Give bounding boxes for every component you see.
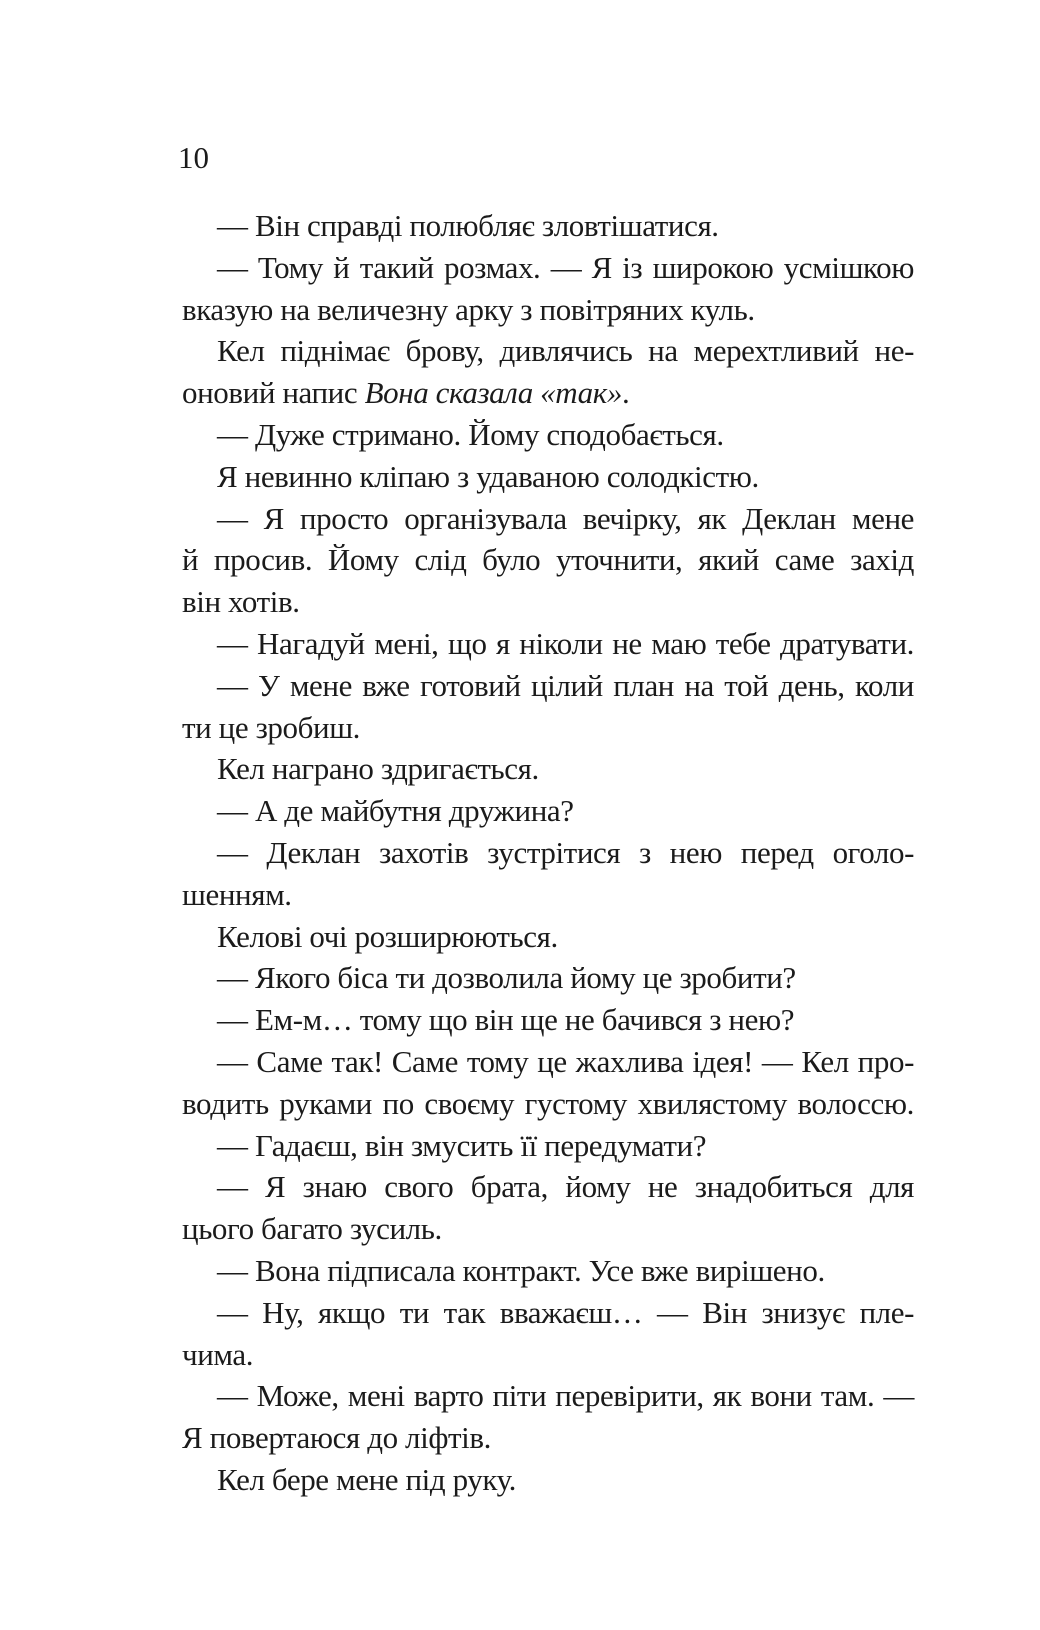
text-line	[182, 999, 914, 1041]
text-line	[182, 707, 914, 749]
text-line	[182, 330, 914, 372]
text-line	[182, 289, 914, 331]
text-line	[182, 1250, 914, 1292]
text-segment: ти це зробиш.	[182, 709, 361, 745]
text-line	[182, 1166, 914, 1208]
text-segment: — Може, мені варто піти перевірити, як вони там. —	[217, 1378, 914, 1414]
text-line	[182, 498, 914, 540]
text-segment: — Саме так! Саме тому це жахлива ідея! — Кел про-	[217, 1043, 914, 1079]
text-line	[182, 1334, 914, 1376]
text-segment: — Дуже стримано. Йому сподобається.	[217, 416, 724, 452]
text-segment: — Я просто організувала вечірку, як Деклан мене	[217, 500, 914, 536]
text-segment: чима.	[182, 1336, 254, 1372]
text-line	[182, 1292, 914, 1334]
text-line	[182, 1125, 914, 1167]
text-line	[182, 874, 914, 916]
text-segment: — У мене вже готовий цілий план на той день, коли	[217, 667, 914, 703]
text-line	[182, 1375, 914, 1417]
text-segment: водить руками по своєму густому хвилястому волоссю.	[182, 1085, 914, 1121]
text-segment: Я повертаюся до ліфтів.	[182, 1420, 491, 1456]
text-segment: шенням.	[182, 876, 292, 912]
text-segment: вказую на величезну арку з повітряних куль.	[182, 291, 755, 327]
text-line	[182, 1208, 914, 1250]
text-line	[182, 1417, 914, 1459]
text-segment: — Тому й такий розмах. — Я із широкою усмішкою	[217, 249, 914, 285]
text-segment-italic: Вона сказала «так»	[364, 375, 622, 411]
text-segment: й просив. Йому слід було уточнити, який саме захід	[182, 542, 914, 578]
text-segment: — Я знаю свого брата, йому не знадобиться для	[217, 1169, 914, 1205]
text-segment: Кел піднімає брову, дивлячись на мерехтливий не-	[217, 333, 914, 369]
text-line	[182, 414, 914, 456]
text-line	[182, 1041, 914, 1083]
body-text	[182, 205, 914, 1501]
text-line	[182, 539, 914, 581]
text-line	[182, 205, 914, 247]
text-line	[182, 957, 914, 999]
text-segment: — Якого біса ти дозволила йому це зробити?	[217, 960, 796, 996]
text-line	[182, 372, 914, 414]
text-line	[182, 247, 914, 289]
text-line	[182, 1459, 914, 1501]
text-segment: Кел награно здригається.	[217, 751, 539, 787]
text-line	[182, 581, 914, 623]
text-line	[182, 623, 914, 665]
text-segment: .	[621, 375, 630, 411]
text-line	[182, 665, 914, 707]
text-segment: Я невинно кліпаю з удаваною солодкістю.	[217, 458, 759, 494]
text-line	[182, 456, 914, 498]
text-line	[182, 832, 914, 874]
text-line	[182, 790, 914, 832]
text-segment: — Нагадуй мені, що я ніколи не маю тебе дратувати.	[217, 625, 914, 661]
text-segment: — Вона підписала контракт. Усе вже вирішено.	[217, 1252, 825, 1288]
page-number: 10	[178, 140, 209, 175]
text-segment: Келові очі розширюються.	[217, 918, 558, 954]
text-line	[182, 1083, 914, 1125]
text-segment: — Ну, якщо ти так вважаєш… — Він знизує пле-	[217, 1294, 914, 1330]
text-segment: — Гадаєш, він змусить її передумати?	[217, 1127, 707, 1163]
text-segment: — Він справді полюбляє зловтішатися.	[217, 208, 719, 243]
text-segment: — А де майбутня дружина?	[217, 793, 574, 829]
text-line	[182, 748, 914, 790]
text-segment: цього багато зусиль.	[182, 1211, 442, 1247]
text-segment: Кел бере мене під руку.	[217, 1461, 516, 1497]
text-segment: — Деклан захотів зустрітися з нею перед оголо-	[217, 834, 914, 870]
text-segment: він хотів.	[182, 584, 300, 620]
text-line	[182, 916, 914, 958]
text-segment: оновий напис	[182, 375, 365, 411]
text-segment: — Ем-м… тому що він ще не бачився з нею?	[217, 1002, 795, 1038]
